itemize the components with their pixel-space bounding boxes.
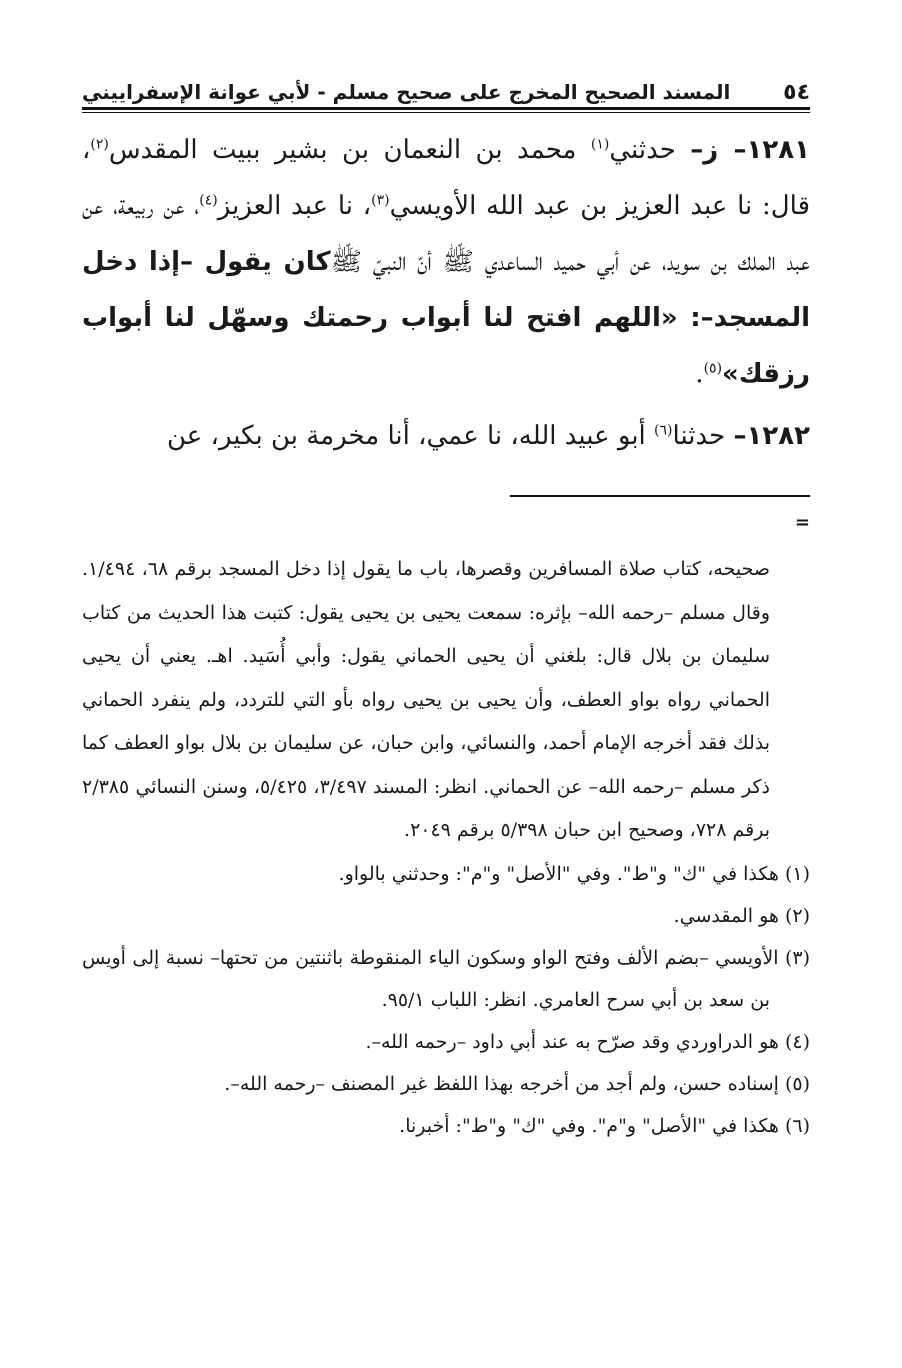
hadith-matn: «اللهم افتح لنا أبواب رحمتك وسهّل لنا أبواب رزقك» bbox=[82, 303, 810, 389]
bold-text: كان يقول –إذا دخل المسجد–: bbox=[82, 247, 810, 333]
page-number: ٥٤ bbox=[783, 79, 810, 105]
hadith-number: ١٢٨١– ز– bbox=[690, 135, 810, 165]
hadith-number: ١٢٨٢– bbox=[733, 421, 810, 451]
footnote-ref: (٦) bbox=[654, 422, 673, 439]
header-rule bbox=[82, 107, 810, 113]
hadith-1281 bbox=[82, 122, 810, 402]
footnotes bbox=[82, 548, 810, 1147]
footnote-4: (٤) هو الدراوردي وقد صرّح به عند أبي داود –رحمه الله–. bbox=[365, 1030, 810, 1053]
footnote-6: (٦) هكذا في "الأصل" و"م". وفي "ك" و"ط": أخبرنا. bbox=[399, 1114, 810, 1137]
text-run: ، قال: نا عبد العزيز بن عبد الله الأويسي bbox=[82, 135, 811, 221]
footnote-ref: (٥) bbox=[703, 360, 723, 377]
footnote-3: (٣) الأويسي –بضم الألف وفتح الواو وسكون الياء المنقوطة باثنتين من تحتها– نسبة إلى أويس بن سعد بن أبي سرح العامري. انظر: اللباب ٩٥/١. bbox=[82, 946, 810, 1011]
main-text bbox=[82, 122, 810, 464]
hadith-1282 bbox=[82, 408, 810, 464]
footnote-2: (٢) هو المقدسي. bbox=[673, 904, 810, 927]
footnote-ref: (٤) bbox=[199, 192, 218, 209]
text-run: محمد بن النعمان بن بشير ببيت المقدس bbox=[108, 135, 591, 165]
text-run: ، عن ربيعة، عن عبد الملك بن سويد، عن أبي حميد الساعدي ﷺ أنّ النبيّ ﷺ bbox=[82, 191, 810, 277]
text-run: ، نا عبد العزيز bbox=[217, 191, 372, 221]
text-run: حدثني bbox=[609, 135, 691, 165]
text-run: أبو عبيد الله، نا عمي، أنا مخرمة بن بكير، عن bbox=[166, 421, 655, 451]
footnote-ref: (١) bbox=[590, 136, 610, 153]
footnote-5: (٥) إسناده حسن، ولم أجد من أخرجه بهذا اللفظ غير المصنف –رحمه الله–. bbox=[224, 1072, 810, 1095]
footnote-1: (١) هكذا في "ك" و"ط". وفي "الأصل" و"م": وحدثني بالواو. bbox=[338, 862, 810, 885]
text-run: حدثنا bbox=[672, 421, 734, 451]
text-run: . bbox=[695, 359, 704, 389]
running-title: المسند الصحيح المخرج على صحيح مسلم - لأبي عوانة الإسفراييني bbox=[82, 80, 731, 104]
footnote-ref: (٢) bbox=[90, 136, 109, 153]
footnote-separator bbox=[510, 495, 810, 497]
footnote-continuation: صحيحه، كتاب صلاة المسافرين وقصرها، باب ما يقول إذا دخل المسجد برقم ٦٨، ١/٤٩٤. وقال مسلم –رحمه الله– بإثره: سمعت يحيى بن يحيى يقول: كتبت هذا الحديث من كتاب سليمان بن بلال قال: بلغني أن يحيى الحماني يقول: وأبي أُسَيد. اهـ. يعني أن يحيى الحماني رواه بواو العطف، وأن يحيى بن يحيى رواه بأو التي للتردد، ولم ينفرد الحماني بذلك فقد أخرجه الإمام أحمد، والنسائي، وابن حبان، عن سليمان بن بلال بواو العطف كما ذكر مسلم –رحمه الله– عن الحماني. انظر: المسند ٣/٤٩٧، ٥/٤٢٥، وسنن النسائي ٢/٣٨٥ برقم ٧٢٨، وصحيح ابن حبان ٥/٣٩٨ برقم ٢٠٤٩. bbox=[82, 558, 771, 841]
continuation-mark: = bbox=[794, 512, 810, 533]
footnote-ref: (٣) bbox=[371, 192, 390, 209]
page-header bbox=[82, 72, 810, 112]
